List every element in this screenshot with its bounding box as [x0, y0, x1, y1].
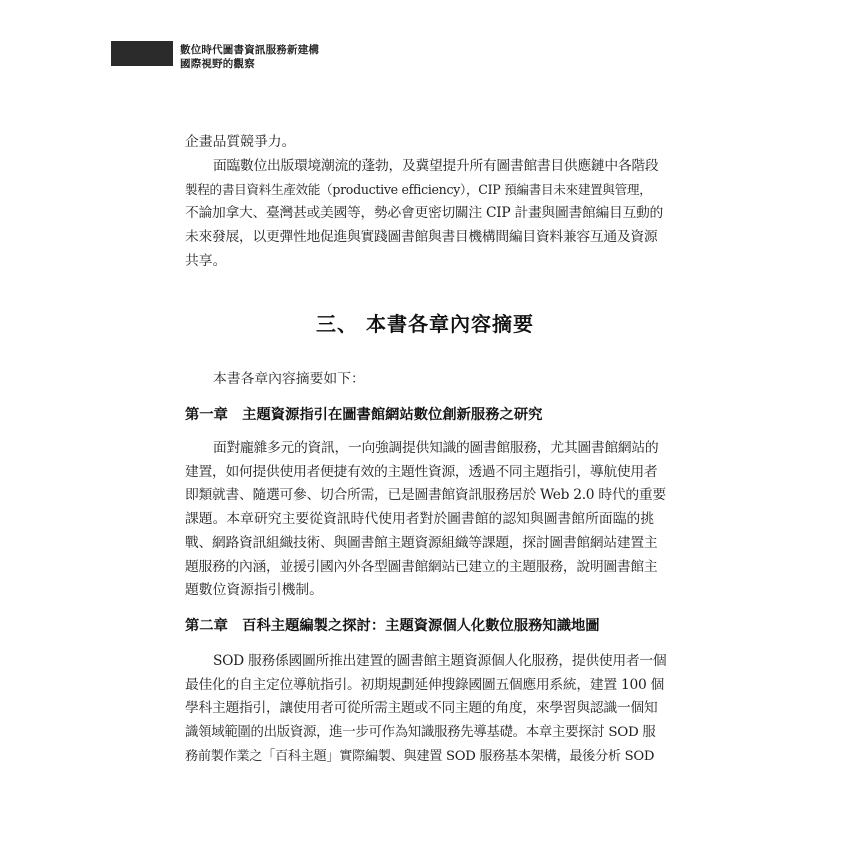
header-black-block: [111, 41, 173, 66]
running-header-title: 數位時代圖書資訊服務新建構: [180, 44, 320, 56]
intro-paragraph: [185, 131, 667, 273]
section-title: 三、 本書各章內容摘要: [316, 312, 534, 336]
text-line: 即類就書、隨選可參、切合所需，已是圖書館資訊服務居於 Web 2.0 時代的重要: [185, 487, 666, 504]
text-line: 學科主題指引，讓使用者可從所需主題或不同主題的角度，來學習與認識一個知: [185, 700, 658, 717]
text-line: 戰、網路資訊組織技術、與圖書館主題資源組織等課題，探討圖書館網站建置主: [185, 534, 658, 551]
text-line: 面臨數位出版環境潮流的蓬勃，及冀望提升所有圖書館書目供應鏈中各階段: [213, 157, 659, 174]
chapter-1-paragraph: [185, 437, 667, 603]
text-line: 面對龐雜多元的資訊，一向強調提供知識的圖書館服務，尤其圖書館網站的: [213, 440, 659, 456]
text-line: 最佳化的自主定位導航指引。初期規劃延伸搜錄國圖五個應用系統，建置 100 個: [185, 676, 665, 693]
chapter-2-paragraph: [185, 650, 667, 769]
text-line: 題服務的內涵，並援引國內外各型圖書館網站已建立的主題服務，說明圖書館主: [185, 558, 658, 575]
chapter-1-heading: 第一章 主題資源指引在圖書館網站數位創新服務之研究: [185, 407, 543, 423]
text-line: SOD 服務係國圖所推出建置的圖書館主題資源個人化服務，提供使用者一個: [213, 653, 667, 669]
text-line: 製程的書目資料生產效能（productive efficiency），CIP 預編書目未來建置與管理，: [185, 182, 652, 198]
text-line: 不論加拿大、臺灣甚或美國等，勢必會更密切關注 CIP 計畫與圖書館編目互動的: [185, 205, 663, 222]
text-line: 課題。本章研究主要從資訊時代使用者對於圖書館的認知與圖書館所面臨的挑: [185, 511, 655, 528]
running-header-subtitle: 國際視野的觀察: [180, 58, 255, 70]
text-line: 未來發展，以更彈性地促進與實踐圖書館與書目機構間編目資料兼容互通及資源: [185, 228, 658, 245]
text-line: 務前製作業之「百科主題」實際編製、與建置 SOD 服務基本架構，最後分析 SOD: [185, 748, 655, 764]
text-line: 題數位資源指引機制。: [185, 582, 323, 599]
text-line: 共享。: [185, 252, 227, 269]
section-intro: [185, 368, 667, 392]
text-line: 本書各章內容摘要如下：: [213, 371, 365, 387]
text-line: 建置，如何提供使用者便捷有效的主題性資源，透過不同主題指引，導航使用者: [185, 463, 658, 480]
text-line: 識領域範圍的出版資源，進一步可作為知識服務先導基礎。本章主要探討 SOD 服: [185, 725, 656, 741]
text-line: 企畫品質競爭力。: [185, 134, 296, 150]
chapter-2-heading: 第二章 百科主題編製之探討：主題資源個人化數位服務知識地圖: [185, 618, 600, 634]
